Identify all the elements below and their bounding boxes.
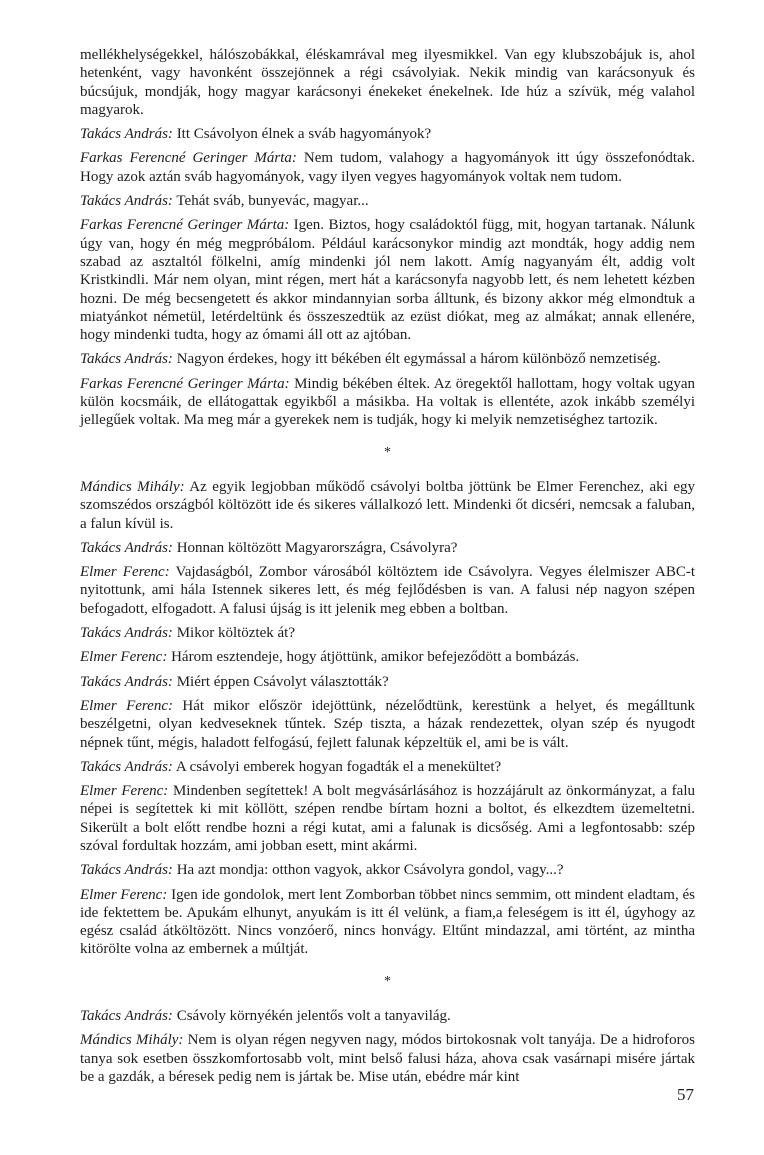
paragraph-text: Itt Csávolyon élnek a sváb hagyományok?	[172, 126, 432, 143]
paragraph	[80, 758, 695, 776]
paragraph-text: mellékhelységekkel, hálószobákkal, éléskamrával meg ilyesmikkel. Van egy klubszobájuk is, ahol hetenként, vagy havonként összejönnek a régi csávolyiak. Nekik mindig van karácsonyuk és búcsújuk, mondják, hogy magyar karácsonyi énekeket énekelnek. Ide húz a szívük, még valahol magyarok.	[80, 47, 695, 118]
speaker-name: Farkas Ferencné Geringer Márta:	[80, 375, 290, 392]
paragraph	[80, 350, 695, 368]
paragraph	[80, 1031, 695, 1086]
paragraph	[80, 375, 695, 430]
paragraph-text: Vajdaságból, Zombor városából költöztem ide Csávolyra. Vegyes élelmiszer ABC-t nyitottunk, ami hála Istennek sikeres lett, és még fejlődésben is van. A falusi nép nagyon szépen befogadott, elfogadott. A falusi újság is itt jelenik meg ebben a boltban.	[80, 564, 695, 617]
paragraph-text: Honnan költözött Magyarországra, Csávolyra?	[172, 539, 458, 556]
paragraph-text: Tehát sváb, bunyevác, magyar...	[172, 193, 369, 210]
paragraph-text: Nagyon érdekes, hogy itt békében élt egymással a három különböző nemzetiség.	[172, 351, 661, 368]
paragraph	[80, 125, 695, 143]
paragraph	[80, 673, 695, 691]
paragraph	[80, 149, 695, 186]
speaker-name: Elmer Ferenc:	[80, 783, 169, 800]
paragraph	[80, 46, 695, 119]
paragraph-text: Mindig békében éltek. Az öregektől hallottam, hogy voltak ugyan külön kocsmáik, de ellátogattak egyikből a másikba. Ha voltak is ellentéte, azok inkább személyi jellegűek voltak. Ma meg már a gyerekek nem is tudják, hogy ki melyik nemzetiséghez tartozik.	[80, 375, 695, 429]
paragraph-text: Mindenben segítettek! A bolt megvásárlásához is hozzájárult az önkormányzat, a falu népei is segítettek ki mit köllött, szépen rendbe bírtam hozni a boltot, és elkezdtem üzemeltetni. Sikerült a bolt előtt rendbe hozni a régi kutat, ami a falunak is dicsőség. Ami a legfontosabb: szép szóval fordultak hozzám, ami jobban esett, mint akármi.	[80, 783, 695, 854]
speaker-name: Elmer Ferenc:	[80, 564, 170, 581]
paragraph-text: A csávolyi emberek hogyan fogadták el a menekültet?	[172, 758, 502, 775]
speaker-name: Farkas Ferencné Geringer Márta:	[80, 217, 290, 234]
paragraph	[80, 216, 695, 344]
paragraph-text: Nem tudom, valahogy a hagyományok itt úgy összefonódtak. Hogy azok aztán sváb hagyományok, vagy ilyen vegyes hagyományok voltak nem tudom.	[80, 150, 695, 185]
paragraph-text: Csávoly környékén jelentős volt a tanyavilág.	[172, 1008, 451, 1025]
paragraph	[80, 1007, 695, 1025]
speaker-name: Takács András:	[80, 126, 173, 143]
paragraph	[80, 861, 695, 879]
section-separator: *	[384, 444, 391, 460]
paragraph-text: Igen ide gondolok, mert lent Zomborban többet nincs semmim, ott mindent eladtam, és ide fektettem be. Apukám elhunyt, anyukám is itt él velünk, a fiam,a feleségem is itt él, úgyhogy az egész család átköltözött. Nincs vonzóerő, nincs honvágy. Eltűnt mindazzal, ami történt, az mintha kitörölte volna az embernek a múltját.	[80, 886, 695, 958]
paragraph-text: Három esztendeje, hogy átjöttünk, amikor befejeződött a bombázás.	[167, 649, 580, 666]
speaker-name: Takács András:	[80, 758, 173, 775]
paragraph	[80, 192, 695, 210]
paragraph	[80, 697, 695, 752]
speaker-name: Elmer Ferenc:	[80, 697, 173, 714]
paragraph-text: Mikor költöztek át?	[172, 625, 295, 642]
paragraph-text: Hát mikor először idejöttünk, nézelődtünk, kerestünk a helyet, és megálltunk beszélgetni, olyan kedveseknek tűntek. Szép tiszta, a házak rendezettek, olyan szép és nyugodt népnek tűnt, mégis, haladott felfogású, fejlett falunak képzeltük el, ami be is vált.	[80, 697, 695, 751]
paragraph-text: Igen. Biztos, hogy családoktól függ, mit, hogyan tartanak. Nálunk úgy van, hogy én még megpróbálom. Például karácsonykor mindig azt mondták, hogy addig nem szabad az asztaltól fölkelni, amíg mindenki jól nem lakott. Amíg nagyanyám élt, addig volt Kristkindli. Már nem olyan, mint régen, mert hát a karácsonyfa nagyobb lett, és nem lehetett kézben hozni. De még becsengetett és akkor mindannyian sorba álltunk, és bizony akkor még elmondtuk a miatyánkot németül, letérdeltünk és összeszedtük az ezüst diókat, meg az almákat; annak ellenére, hogy mindenki tudta, hogy az ómami áll ott az ajtóban.	[80, 217, 695, 344]
paragraph	[80, 563, 695, 618]
speaker-name: Takács András:	[80, 862, 173, 879]
paragraph	[80, 539, 695, 557]
paragraph-text: Miért éppen Csávolyt választották?	[172, 673, 389, 690]
paragraph	[80, 478, 695, 533]
paragraph	[80, 886, 695, 959]
speaker-name: Farkas Ferencné Geringer Márta:	[80, 150, 297, 167]
speaker-name: Takács András:	[80, 1008, 173, 1025]
paragraph-text: Nem is olyan régen negyven nagy, módos birtokosnak volt tanyája. De a hidroforos tanya sok esetben összkomfortosabb volt, mint belső falusi háza, ahova csak vasárnapi misére jártak be a gazdák, a béresek pedig nem is jártak be. Mise után, ebédre már kint	[80, 1032, 695, 1085]
speaker-name: Takács András:	[80, 673, 173, 690]
speaker-name: Takács András:	[80, 539, 173, 556]
page-body	[80, 46, 695, 1092]
page-number: 57	[677, 1085, 694, 1104]
paragraph	[80, 624, 695, 642]
section-separator: *	[384, 973, 391, 989]
paragraph-text: Az egyik legjobban működő csávolyi boltba jöttünk be Elmer Ferenchez, aki egy szomszédos országból költözött ide és sikeres vállalkozó lett. Mindenki őt dicséri, nemcsak a faluban, a falun kívül is.	[80, 478, 695, 532]
speaker-name: Mándics Mihály:	[80, 1032, 184, 1049]
paragraph	[80, 648, 695, 666]
paragraph	[80, 782, 695, 855]
speaker-name: Elmer Ferenc:	[80, 886, 168, 903]
speaker-name: Takács András:	[80, 625, 173, 642]
speaker-name: Takács András:	[80, 193, 173, 210]
speaker-name: Mándics Mihály:	[80, 478, 185, 495]
speaker-name: Takács András:	[80, 351, 173, 368]
speaker-name: Elmer Ferenc:	[80, 649, 168, 666]
paragraph-text: Ha azt mondja: otthon vagyok, akkor Csávolyra gondol, vagy...?	[172, 862, 564, 879]
